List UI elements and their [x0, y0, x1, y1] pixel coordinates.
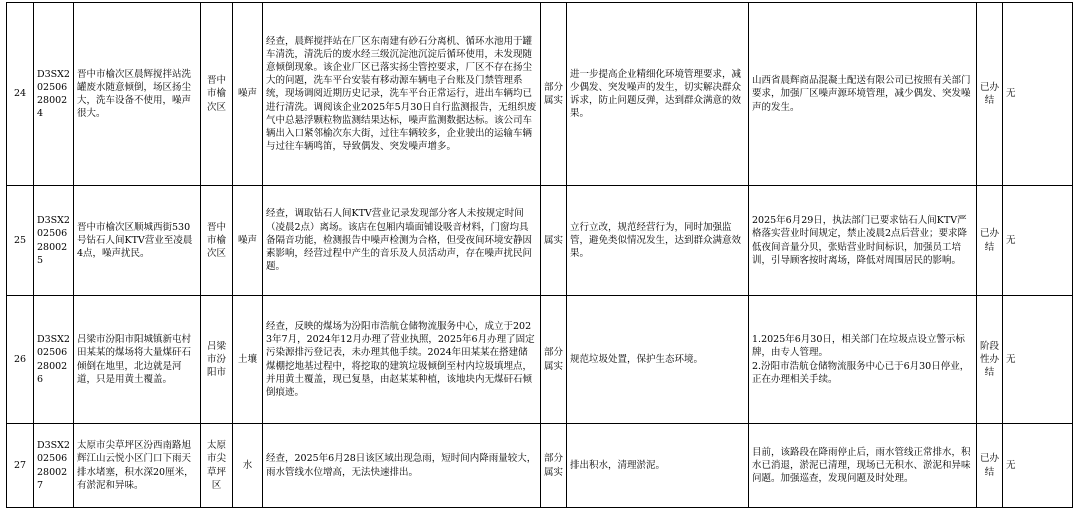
complaint-content: 晋中市榆次区顺城西街530号钻石人间KTV营业至凌晨4点，噪声扰民。	[74, 186, 201, 296]
table-row	[7, 3, 1073, 186]
rectification-goal: 进一步提高企业精细化环境管理要求，减少偶发、突发噪声的发生，切实解决群众诉求，防止问题反弹，达到群众满意的效果。	[567, 3, 749, 186]
pollution-type: 噪声	[233, 3, 263, 186]
completion-status: 已办结	[977, 3, 1003, 186]
handling-status: 目前，该路段在降雨停止后，雨水管线正常排水，积水已消退，淤泥已清理，现场已无积水、淤泥和异味问题。加强巡查，发现问题及时处理。	[749, 424, 977, 508]
pollution-type: 土壤	[233, 296, 263, 424]
pollution-type: 水	[233, 424, 263, 508]
accountability: 无	[1003, 424, 1073, 508]
case-code: D3SX202506280026	[34, 296, 74, 424]
rectification-goal: 规范垃圾处置，保护生态环境。	[567, 296, 749, 424]
verification-verdict: 属实	[541, 186, 567, 296]
handling-status: 2025年6月29日，执法部门已要求钻石人间KTV严格落实营业时间规定，禁止凌晨2点后营业；要求降低夜间音量分贝，张贴营业时间标识，加强员工培训，引导顾客按时离场，降低对周围居民的影响。	[749, 186, 977, 296]
table-row	[7, 424, 1073, 508]
investigation-result: 经查，2025年6月28日该区域出现急雨，短时间内降雨量较大，雨水管线水位增高，无法快速排出。	[263, 424, 541, 508]
case-code: D3SX202506280027	[34, 424, 74, 508]
administrative-area: 太原市尖草坪区	[201, 424, 233, 508]
handling-status: 1.2025年6月30日，相关部门在垃圾点设立警示标牌，由专人管理。 2.汾阳市浩航仓储物流服务中心已于6月30日停业，正在办理相关手续。	[749, 296, 977, 424]
complaint-content: 太原市尖草坪区汾西南路旭辉江山云悦小区门口下雨天排水堵塞，积水深20厘米，有淤泥和异味。	[74, 424, 201, 508]
verification-verdict: 部分属实	[541, 424, 567, 508]
administrative-area: 晋中市榆次区	[201, 186, 233, 296]
row-index: 25	[7, 186, 34, 296]
completion-status: 已办结	[977, 186, 1003, 296]
pollution-type: 噪声	[233, 186, 263, 296]
row-index: 24	[7, 3, 34, 186]
rectification-goal: 排出积水，清理淤泥。	[567, 424, 749, 508]
completion-status: 已办结	[977, 424, 1003, 508]
investigation-result: 经查，晨辉搅拌站在厂区东南建有砂石分离机、循环水池用于罐车清洗，清洗后的废水经三级沉淀池沉淀后循环使用，未发现随意倾倒现象。该企业厂区已落实扬尘管控要求，厂区不存在扬尘大的问题，洗车平台安装有移动源车辆电子台账及门禁管理系统，现场调阅近期历史记录，洗车平台正常运行，进出车辆均已进行清洗。调阅该企业2025年5月30日自行监测报告，无组织废气中总悬浮颗粒物监测结果达标，噪声监测数据达标。该公司车辆出入口紧邻榆次东大街，过往车辆较多，企业驶出的运输车辆与过往车辆鸣笛，导致偶发、突发噪声增多。	[263, 3, 541, 186]
verification-verdict: 部分属实	[541, 3, 567, 186]
investigation-result: 经查，反映的煤场为汾阳市浩航仓储物流服务中心，成立于2023年7月，2024年12月办理了营业执照，2025年6月办理了固定污染源排污登记表，未办理其他手续。2024年田某某在搭建储煤棚挖地基过程中，将挖取的建筑垃圾倾倒至村内垃圾填埋点，并用黄土覆盖，现已复垦，由赵某某种植，该地块内无煤矸石倾倒痕迹。	[263, 296, 541, 424]
complaint-content: 吕梁市汾阳市阳城镇新屯村田某某的煤场将大量煤矸石倾倒在地里，北边就是河道，只是用黄土覆盖。	[74, 296, 201, 424]
completion-status: 阶段性办结	[977, 296, 1003, 424]
table-row	[7, 186, 1073, 296]
investigation-result: 经查，调取钻石人间KTV营业记录发现部分客人未按规定时间（凌晨2点）离场。该店在包厢内墙面铺设吸音材料，门窗均具备隔音功能，检测报告中噪声检测为合格，但受夜间环境安静因素影响，经营过程中产生的音乐及人员活动声，存在噪声扰民问题。	[263, 186, 541, 296]
complaint-content: 晋中市榆次区晨辉搅拌站洗罐废水随意倾倒，场区扬尘大，洗车设备不使用，噪声很大。	[74, 3, 201, 186]
handling-status: 山西省晨辉商品混凝土配送有限公司已按照有关部门要求，加强厂区噪声源环境管理，减少偶发、突发噪声的发生。	[749, 3, 977, 186]
rectification-goal: 立行立改，规范经营行为，同时加强监管，避免类似情况发生，达到群众满意效果。	[567, 186, 749, 296]
complaint-table	[6, 2, 1073, 508]
row-index: 27	[7, 424, 34, 508]
case-code: D3SX202506280024	[34, 3, 74, 186]
administrative-area: 晋中市榆次区	[201, 3, 233, 186]
accountability: 无	[1003, 3, 1073, 186]
accountability: 无	[1003, 296, 1073, 424]
row-index: 26	[7, 296, 34, 424]
table-row	[7, 296, 1073, 424]
case-code: D3SX202506280025	[34, 186, 74, 296]
verification-verdict: 部分属实	[541, 296, 567, 424]
accountability: 无	[1003, 186, 1073, 296]
administrative-area: 吕梁市汾阳市	[201, 296, 233, 424]
